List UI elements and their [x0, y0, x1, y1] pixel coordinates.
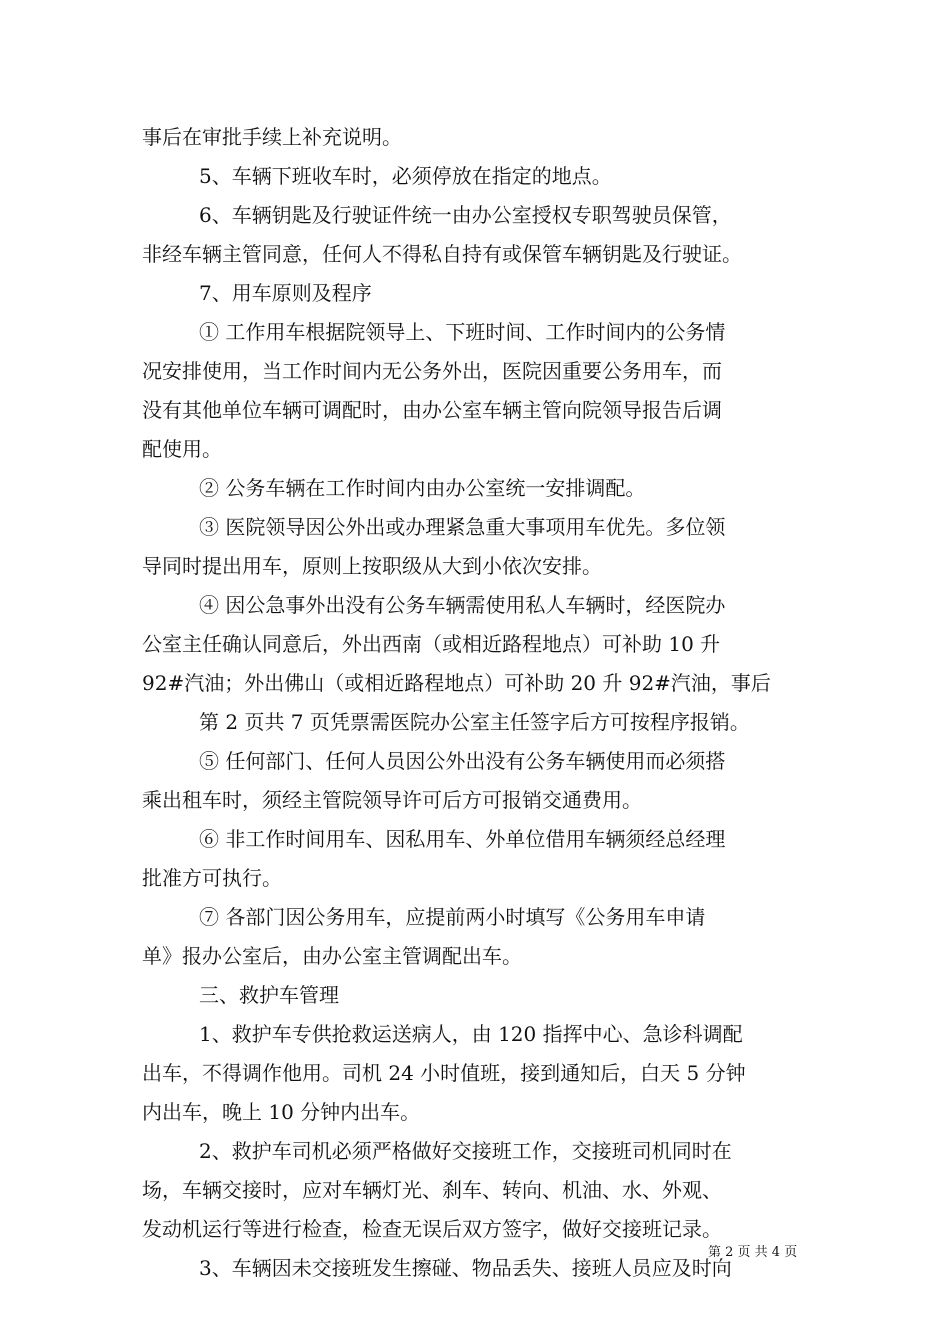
text-line: 1、救护车专供抢救运送病人，由 120 指挥中心、急诊科调配 — [199, 1022, 743, 1046]
text-line: 6、车辆钥匙及行驶证件统一由办公室授权专职驾驶员保管， — [199, 203, 732, 227]
text-line: ⑤ 任何部门、任何人员因公外出没有公务车辆使用而必须搭 — [199, 749, 726, 773]
text-line: 2、救护车司机必须严格做好交接班工作，交接班司机同时在 — [199, 1139, 732, 1163]
document-body — [142, 118, 810, 1288]
text-line: 发动机运行等进行检查，检查无误后双方签字，做好交接班记录。 — [142, 1217, 722, 1241]
text-line: 第 2 页共 7 页凭票需医院办公室主任签字后方可按程序报销。 — [199, 710, 750, 734]
text-line: 内出车，晚上 10 分钟内出车。 — [142, 1100, 421, 1124]
text-line: 乘出租车时，须经主管院领导许可后方可报销交通费用。 — [142, 788, 642, 812]
text-line: 7、用车原则及程序 — [199, 281, 372, 305]
text-line: 5、车辆下班收车时，必须停放在指定的地点。 — [199, 164, 612, 188]
text-line: 非经车辆主管同意，任何人不得私自持有或保管车辆钥匙及行驶证。 — [142, 242, 742, 266]
text-line: 3、车辆因未交接班发生擦碰、物品丢失、接班人员应及时向 — [199, 1256, 732, 1280]
text-line: 三、救护车管理 — [199, 983, 339, 1007]
text-line: 出车，不得调作他用。司机 24 小时值班，接到通知后，白天 5 分钟 — [142, 1061, 746, 1085]
text-line: ② 公务车辆在工作时间内由办公室统一安排调配。 — [199, 476, 646, 500]
text-line: ③ 医院领导因公外出或办理紧急重大事项用车优先。多位领 — [199, 515, 726, 539]
text-line: 92#汽油；外出佛山（或相近路程地点）可补助 20 升 92#汽油，事后 — [142, 671, 771, 695]
text-line: 单》报办公室后，由办公室主管调配出车。 — [142, 944, 522, 968]
text-line: ④ 因公急事外出没有公务车辆需使用私人车辆时，经医院办 — [199, 593, 726, 617]
text-line: 配使用。 — [142, 437, 222, 461]
text-line: 没有其他单位车辆可调配时，由办公室车辆主管向院领导报告后调 — [142, 398, 722, 422]
text-line: ① 工作用车根据院领导上、下班时间、工作时间内的公务情 — [199, 320, 726, 344]
text-line: 场，车辆交接时，应对车辆灯光、刹车、转向、机油、水、外观、 — [142, 1178, 722, 1202]
text-line: 况安排使用，当工作时间内无公务外出，医院因重要公务用车，而 — [142, 359, 722, 383]
text-line: 事后在审批手续上补充说明。 — [142, 125, 402, 149]
page-number-footer: 第 2 页 共 4 页 — [708, 1245, 798, 1260]
text-line: 导同时提出用车，原则上按职级从大到小依次安排。 — [142, 554, 602, 578]
text-line: 批准方可执行。 — [142, 866, 282, 890]
text-line: ⑥ 非工作时间用车、因私用车、外单位借用车辆须经总经理 — [199, 827, 726, 851]
text-line: ⑦ 各部门因公务用车，应提前两小时填写《公务用车申请 — [199, 905, 706, 929]
text-line: 公室主任确认同意后，外出西南（或相近路程地点）可补助 10 升 — [142, 632, 721, 656]
